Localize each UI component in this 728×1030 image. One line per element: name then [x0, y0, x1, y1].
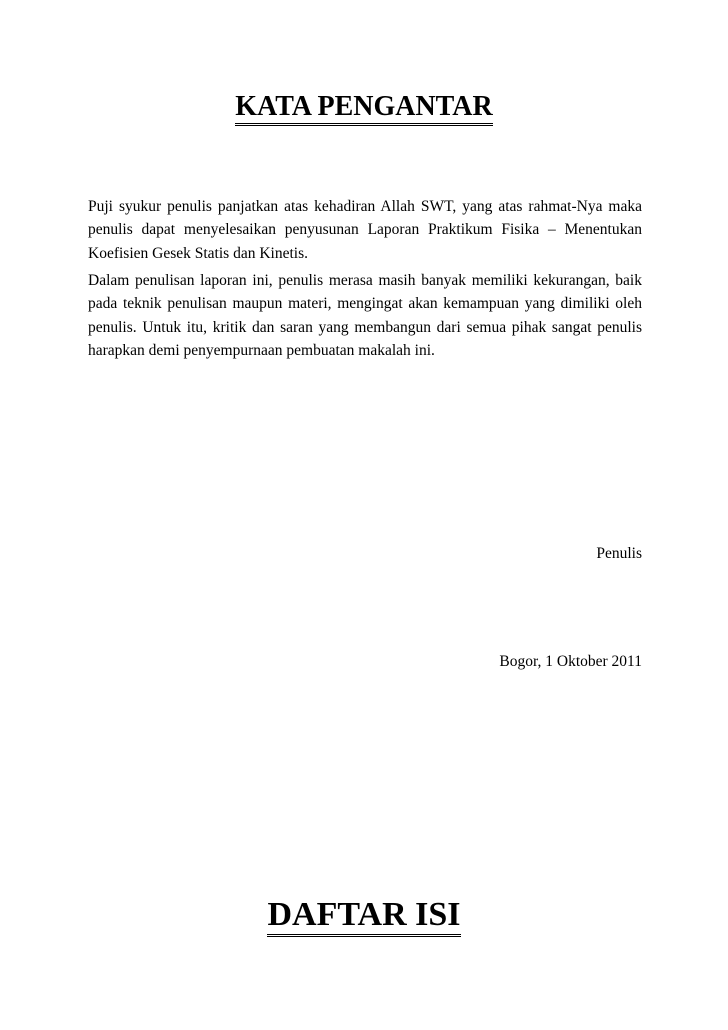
page-title [0, 93, 728, 121]
next-section-title-text: DAFTAR ISI [267, 896, 460, 937]
place-and-date: Bogor, 1 Oktober 2011 [499, 653, 642, 670]
author-signature: Penulis [596, 545, 642, 562]
paragraph-acknowledgement: Dalam penulisan laporan ini, penulis merasa masih banyak memiliki kekurangan, baik pada teknik penulisan maupun materi, mengingat akan kemampuan yang dimiliki oleh penulis. Untuk itu, kritik dan saran yang membangun dari semua pihak sangat penulis harapkan demi penyempurnaan pembuatan makalah ini. [88, 272, 642, 359]
next-section-title [0, 898, 728, 932]
page-title-text: KATA PENGANTAR [235, 91, 492, 126]
paragraph-gratitude: Puji syukur penulis panjatkan atas kehadiran Allah SWT, yang atas rahmat-Nya maka penulis dapat menyelesaikan penyusunan Laporan Praktikum Fisika – Menentukan Koefisien Gesek Statis dan Kinetis. [88, 198, 642, 262]
